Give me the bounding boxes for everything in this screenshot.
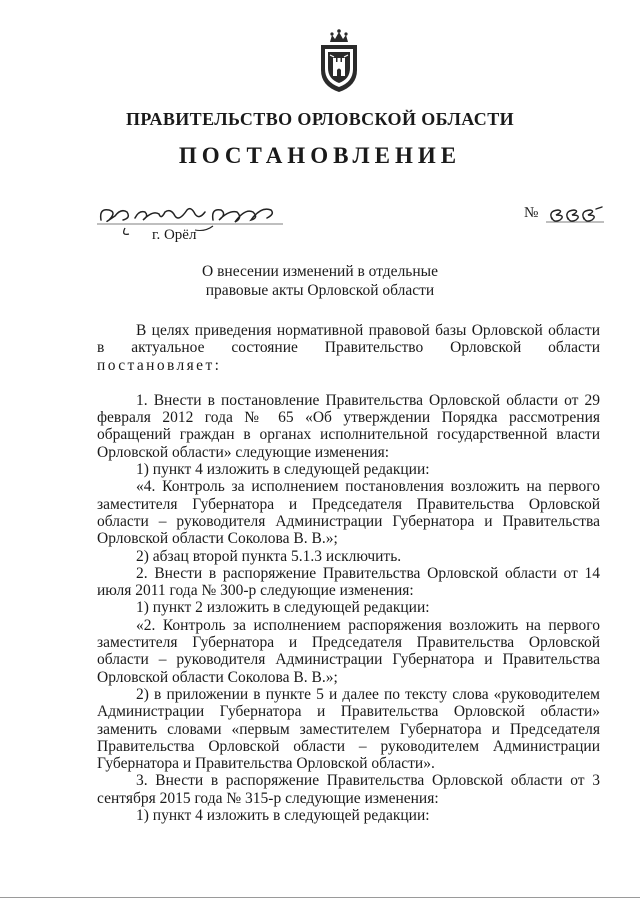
number-label: №: [524, 205, 539, 221]
body-paragraph: 1. Внести в постановление Правительства Орловской области от 29 февраля 2012 года № 65 «Об утверждении Порядка рассмотрения обращений граждан в органах исполнительной государственной власти Орловской области» следующие изменения:: [97, 391, 600, 461]
body-paragraph: «4. Контроль за исполнением постановления возложить на первого заместителя Губернатора и Председателя Правительства Орловской области – руководителя Администрации Губернатора и Правительства Орловской области Соколова В. В.»;: [97, 478, 600, 548]
preamble-text: В целях приведения нормативной правовой базы Орловской области в актуальное состояние Правительство Орловской области: [97, 322, 600, 357]
page-bottom-rule: [0, 897, 640, 898]
preamble: [97, 322, 600, 374]
body-paragraph: 2. Внести в распоряжение Правительства Орловской области от 14 июля 2011 года № 300-р следующие изменения:: [97, 564, 600, 600]
city-label: г. Орёл: [152, 227, 197, 243]
preamble-verb: постановляет:: [97, 356, 222, 374]
subject-line: правовые акты Орловской области: [205, 282, 435, 299]
subject-line: О внесении изменений в отдельные: [202, 263, 438, 280]
document-type: ПОСТАНОВЛЕНИЕ: [178, 143, 462, 168]
body-paragraph: 1) пункт 4 изложить в следующей редакции:: [136, 807, 430, 825]
body-paragraph: 1) пункт 4 изложить в следующей редакции:: [136, 461, 430, 479]
document-body: [97, 322, 600, 824]
body-paragraph: 2) в приложении в пункте 5 и далее по тексту слова «руководителем Администрации Губернатора и Правительства Орловской области» заменить словами «первым заместителем Губернатора и Председателя Правительства Орловской области – руководителем Администрации Губернатора и Правительства Орловской области».: [97, 685, 600, 773]
handwritten-number: [546, 203, 606, 227]
body-paragraph: 2) абзац второй пункта 5.1.3 исключить.: [136, 547, 402, 565]
document-number: [524, 203, 604, 227]
body-paragraph: 3. Внести в распоряжение Правительства Орловской области от 3 сентября 2015 года № 315-р следующие изменения:: [97, 772, 600, 807]
body-paragraph: 1) пункт 2 изложить в следующей редакции:: [136, 599, 430, 617]
government-title: ПРАВИТЕЛЬСТВО ОРЛОВСКОЙ ОБЛАСТИ: [125, 109, 515, 129]
coat-of-arms-icon: [318, 28, 360, 94]
document-subject: [0, 262, 640, 300]
body-paragraph: «2. Контроль за исполнением распоряжения возложить на первого заместителя Губернатора и Председателя Правительства Орловской области – руководителя Администрации Губернатора и Правительства Орловской области Соколова В. В.»;: [97, 616, 600, 686]
